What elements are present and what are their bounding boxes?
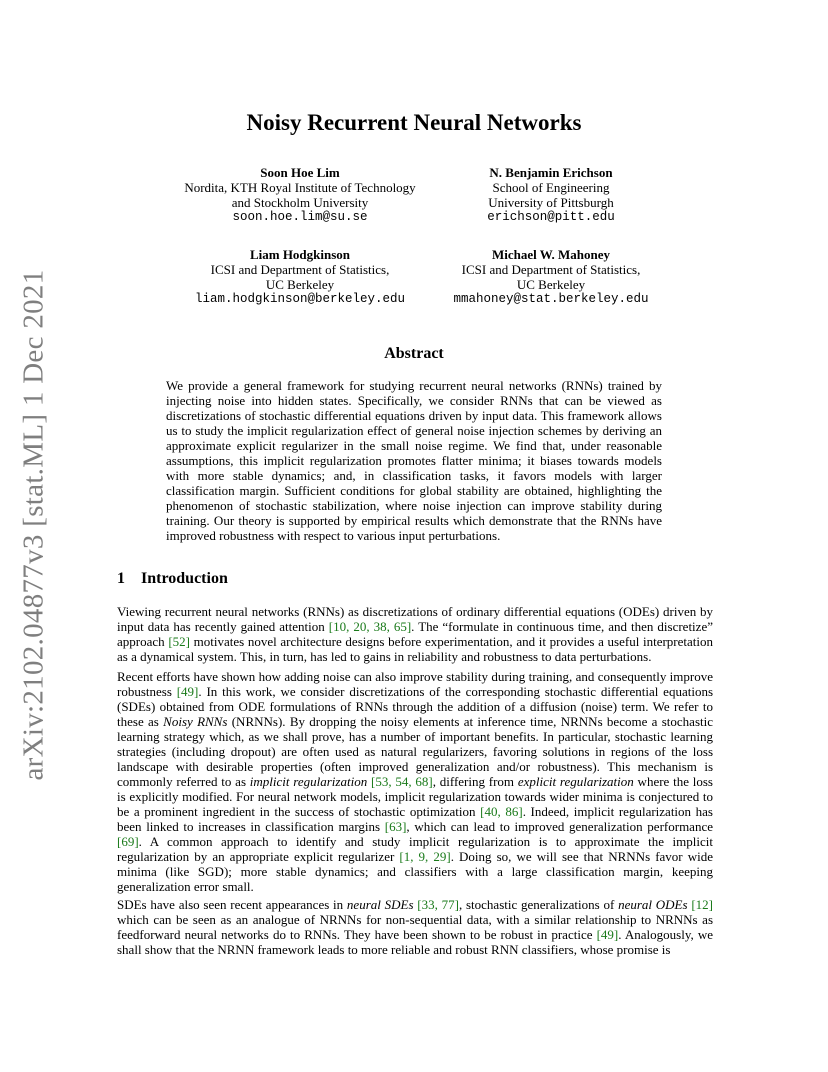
section-title: Introduction: [141, 570, 228, 587]
author-affiliation: ICSI and Department of Statistics,: [210, 262, 390, 277]
author-affiliation: ICSI and Department of Statistics,: [461, 262, 641, 277]
paragraph-text: . Doing so, we will see that NRNNs favor wide minima (like SGD); more stable dynamics; and classifiers with a large classification margin, keeping generalization error small.: [117, 849, 713, 894]
citation-link[interactable]: [49]: [176, 684, 199, 699]
emphasis-term: implicit regularization: [249, 774, 368, 789]
author-block: [170, 165, 430, 225]
author-affiliation: and Stockholm University: [231, 195, 369, 210]
author-block: [440, 247, 662, 307]
author-block: [170, 247, 430, 307]
author-name: N. Benjamin Erichson: [489, 165, 613, 180]
paragraph-text: , differing from: [432, 774, 518, 789]
abstract-text: We provide a general framework for studying recurrent neural networks (RNNs) trained by injecting noise into hidden states. Specifically, we consider RNNs that can be viewed as discretizations of stochastic differential equations driven by input data. This framework allows us to study the implicit regularization effect of general noise injection schemes by deriving an approximate explicit regularizer in the small noise regime. We find that, under reasonable assumptions, this implicit regularization promotes flatter minima; it biases towards models with more stable dynamics; and, in classification tasks, it favors models with larger classification margin. Sufficient conditions for global stability are obtained, highlighting the phenomenon of stochastic stabilization, where noise injection can improve stability during training. Our theory is supported by empirical results which demonstrate that the RNNs have improved robustness with respect to various input perturbations.: [166, 378, 662, 543]
citation-link[interactable]: [49]: [596, 927, 619, 942]
citation-link[interactable]: [69]: [117, 834, 139, 849]
paragraph-text: where the loss is explicitly modified. For neural network models, implicit regularization towards wider minima is conjectured to be a prominent ingredient in the success of stochastic optimization: [117, 774, 713, 819]
paragraph-text: . The “formulate in continuous time, and then discretize” approach: [117, 619, 713, 649]
paragraph-text: motivates novel architecture designs before experimentation, and it provides a useful interpretation as a dynamical system. This, in turn, has led to gains in reliability and robustness to data perturbations.: [117, 634, 713, 664]
paragraph-text: . A common approach to identify and study implicit regularization is to approximate the implicit regularization by an appropriate explicit regularizer: [117, 834, 713, 864]
emphasis-term: neural SDEs: [346, 897, 414, 912]
citation-link[interactable]: [53, 54, 68]: [371, 774, 433, 789]
author-affiliation: School of Engineering: [492, 180, 610, 195]
paragraph-text: SDEs have also seen recent appearances in: [117, 897, 347, 912]
paragraph-text: . In this work, we consider discretizations of the corresponding stochastic differential equations (SDEs) obtained from ODE formulations of RNNs through the addition of a diffusion (noise) term. We refer to these as: [117, 684, 714, 729]
paragraph-text: . Indeed, implicit regularization has been linked to increases in classification margins: [117, 804, 713, 834]
intro-paragraph-3: [117, 897, 713, 957]
paragraph-text: (NRNNs). By dropping the noisy elements at inference time, NRNNs become a stochastic learning strategy which, as we shall prove, has a number of important benefits. In particular, stochastic learning strategies (including dropout) are often used as natural regularizers, favoring solutions in regions of the loss landscape with desirable properties (often improved generalization and/or robustness). This mechanism is commonly referred to as: [117, 714, 713, 789]
author-email: mmahoney@stat.berkeley.edu: [453, 292, 649, 306]
paragraph-text: , stochastic generalizations of: [458, 897, 619, 912]
citation-link[interactable]: [12]: [691, 897, 713, 912]
author-name: Soon Hoe Lim: [260, 165, 340, 180]
citation-link[interactable]: [40, 86]: [480, 804, 523, 819]
author-affiliation: UC Berkeley: [265, 277, 335, 292]
author-block: [440, 165, 662, 225]
author-name: Liam Hodgkinson: [249, 247, 351, 262]
paragraph-text: , which can lead to improved generalization performance: [406, 819, 713, 834]
section-heading: [117, 570, 228, 588]
abstract-heading: Abstract: [384, 345, 444, 362]
author-affiliation: Nordita, KTH Royal Institute of Technology: [184, 180, 416, 195]
author-email: liam.hodgkinson@berkeley.edu: [194, 292, 406, 306]
author-name: Michael W. Mahoney: [491, 247, 611, 262]
citation-link[interactable]: [1, 9, 29]: [399, 849, 451, 864]
emphasis-term: neural ODEs: [618, 897, 688, 912]
emphasis-term: explicit regularization: [517, 774, 634, 789]
author-email: soon.hoe.lim@su.se: [232, 210, 368, 224]
arxiv-identifier: arXiv:2102.04877v3 [stat.ML] 1 Dec 2021: [17, 269, 50, 781]
paragraph-text: Viewing recurrent neural networks (RNNs) as discretizations of ordinary differential equations (ODEs) driven by input data has recently gained attention: [117, 604, 713, 634]
author-affiliation: UC Berkeley: [516, 277, 586, 292]
citation-link[interactable]: [52]: [168, 634, 190, 649]
citation-link[interactable]: [33, 77]: [417, 897, 459, 912]
paragraph-text: . Analogously, we shall show that the NRNN framework leads to more reliable and robust RNN classifiers, whose promise is: [117, 927, 713, 957]
paragraph-text: which can be seen as an analogue of NRNNs for non-sequential data, with a similar relationship to NRNNs as feedforward neural networks do to RNNs. They have been shown to be robust in practice: [117, 912, 713, 942]
paragraph-text: Recent efforts have shown how adding noise can also improve stability during training, and consequently improve robustness: [117, 669, 713, 699]
citation-link[interactable]: [63]: [384, 819, 407, 834]
intro-paragraph-2: [117, 669, 713, 894]
author-email: erichson@pitt.edu: [487, 210, 615, 224]
author-affiliation: University of Pittsburgh: [488, 195, 614, 210]
emphasis-term: Noisy RNNs: [163, 714, 228, 729]
paper-title: Noisy Recurrent Neural Networks: [246, 110, 582, 135]
intro-paragraph-1: [117, 604, 713, 664]
citation-link[interactable]: [10, 20, 38, 65]: [328, 619, 412, 634]
section-number: 1: [117, 570, 125, 587]
